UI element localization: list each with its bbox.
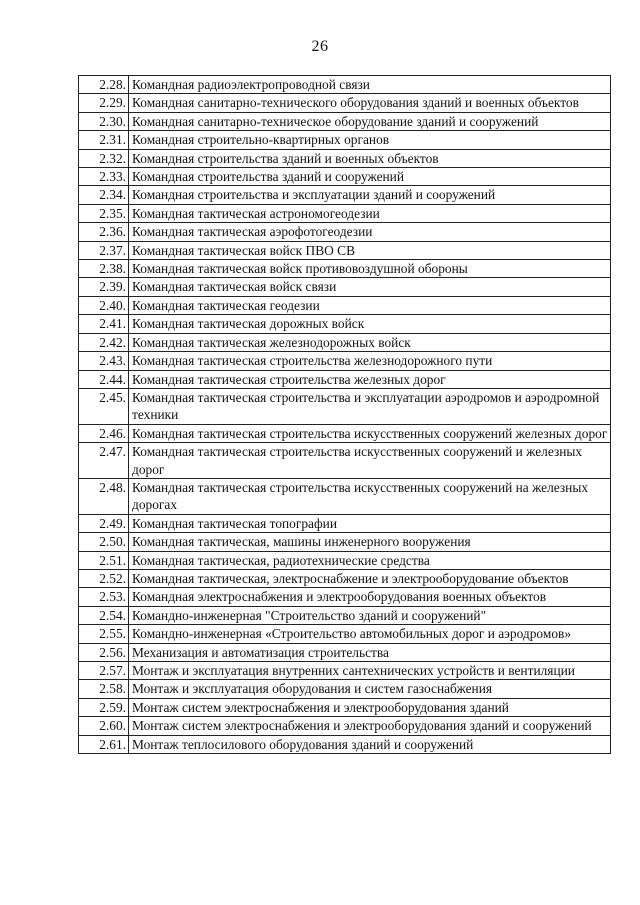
row-number: 2.31. — [79, 131, 129, 149]
row-number: 2.29. — [79, 94, 129, 112]
row-number: 2.50. — [79, 533, 129, 551]
row-number: 2.43. — [79, 352, 129, 370]
table-row — [79, 370, 611, 388]
row-number: 2.44. — [79, 370, 129, 388]
table-row — [79, 76, 611, 94]
row-number: 2.40. — [79, 296, 129, 314]
table-row — [79, 296, 611, 314]
row-number: 2.28. — [79, 76, 129, 94]
row-number: 2.57. — [79, 662, 129, 680]
row-number: 2.49. — [79, 514, 129, 532]
row-text: Командная санитарно-технического оборудования зданий и военных объектов — [129, 94, 611, 112]
table-row — [79, 112, 611, 130]
row-text: Командная электроснабжения и электрооборудования военных объектов — [129, 588, 611, 606]
table-row — [79, 315, 611, 333]
row-text: Монтаж систем электроснабжения и электрооборудования зданий — [129, 698, 611, 716]
row-number: 2.47. — [79, 443, 129, 479]
row-text: Монтаж и эксплуатация внутренних сантехнических устройств и вентиляции — [129, 662, 611, 680]
row-text: Командная тактическая строительства искусственных сооружений и железных дорог — [129, 443, 611, 479]
row-number: 2.35. — [79, 204, 129, 222]
table-row — [79, 698, 611, 716]
row-number: 2.54. — [79, 606, 129, 624]
table-row — [79, 241, 611, 259]
row-number: 2.38. — [79, 260, 129, 278]
row-number: 2.39. — [79, 278, 129, 296]
row-text: Командная тактическая войск противовоздушной обороны — [129, 260, 611, 278]
table-row — [79, 606, 611, 624]
row-number: 2.36. — [79, 223, 129, 241]
row-text: Командная тактическая строительства железных дорог — [129, 370, 611, 388]
row-text: Командная тактическая дорожных войск — [129, 315, 611, 333]
table-row — [79, 514, 611, 532]
row-text: Командная тактическая, электроснабжение и электрооборудование объектов — [129, 569, 611, 587]
table-row — [79, 478, 611, 514]
row-text: Командная строительства зданий и военных объектов — [129, 149, 611, 167]
row-text: Механизация и автоматизация строительства — [129, 643, 611, 661]
row-number: 2.41. — [79, 315, 129, 333]
row-text: Командная тактическая войск связи — [129, 278, 611, 296]
table-row — [79, 662, 611, 680]
table-row — [79, 588, 611, 606]
row-text: Командная тактическая железнодорожных войск — [129, 333, 611, 351]
row-number: 2.61. — [79, 735, 129, 753]
row-number: 2.59. — [79, 698, 129, 716]
specialty-table — [78, 75, 611, 754]
row-text: Командная тактическая топографии — [129, 514, 611, 532]
table-row — [79, 443, 611, 479]
table-row — [79, 388, 611, 424]
row-number: 2.45. — [79, 388, 129, 424]
table-row — [79, 149, 611, 167]
row-text: Командная тактическая геодезии — [129, 296, 611, 314]
row-number: 2.37. — [79, 241, 129, 259]
row-text: Командная строительно-квартирных органов — [129, 131, 611, 149]
row-text: Командная тактическая строительства и эксплуатации аэродромов и аэродромной техники — [129, 388, 611, 424]
table-row — [79, 569, 611, 587]
row-number: 2.32. — [79, 149, 129, 167]
row-text: Командная санитарно-техническое оборудование зданий и сооружений — [129, 112, 611, 130]
row-number: 2.58. — [79, 680, 129, 698]
row-number: 2.42. — [79, 333, 129, 351]
row-number: 2.51. — [79, 551, 129, 569]
row-text: Командная тактическая строительства искусственных сооружений железных дорог — [129, 424, 611, 442]
row-number: 2.30. — [79, 112, 129, 130]
table-row — [79, 533, 611, 551]
row-number: 2.34. — [79, 186, 129, 204]
row-text: Монтаж и эксплуатация оборудования и систем газоснабжения — [129, 680, 611, 698]
row-number: 2.56. — [79, 643, 129, 661]
table-row — [79, 278, 611, 296]
table-row — [79, 223, 611, 241]
table-row — [79, 717, 611, 735]
row-number: 2.48. — [79, 478, 129, 514]
table-row — [79, 186, 611, 204]
table-row — [79, 680, 611, 698]
table-row — [79, 643, 611, 661]
row-text: Командная тактическая строительства железнодорожного пути — [129, 352, 611, 370]
table-row — [79, 352, 611, 370]
row-text: Командная радиоэлектропроводной связи — [129, 76, 611, 94]
row-text: Командная тактическая, машины инженерного вооружения — [129, 533, 611, 551]
row-number: 2.55. — [79, 625, 129, 643]
row-number: 2.53. — [79, 588, 129, 606]
table-row — [79, 735, 611, 753]
table-row — [79, 260, 611, 278]
table-row — [79, 94, 611, 112]
row-number: 2.46. — [79, 424, 129, 442]
table-row — [79, 333, 611, 351]
row-text: Командная строительства и эксплуатации зданий и сооружений — [129, 186, 611, 204]
row-text: Командная тактическая войск ПВО СВ — [129, 241, 611, 259]
row-text: Командная тактическая строительства искусственных сооружений на железных дорогах — [129, 478, 611, 514]
table-row — [79, 168, 611, 186]
row-text: Командно-инженерная «Строительство автомобильных дорог и аэродромов» — [129, 625, 611, 643]
row-text: Командная тактическая астрономогеодезии — [129, 204, 611, 222]
row-number: 2.52. — [79, 569, 129, 587]
row-text: Командная строительства зданий и сооружений — [129, 168, 611, 186]
table-row — [79, 424, 611, 442]
table-row — [79, 131, 611, 149]
row-number: 2.60. — [79, 717, 129, 735]
table-row — [79, 551, 611, 569]
page-number: 26 — [311, 38, 329, 55]
table-row — [79, 204, 611, 222]
row-text: Командная тактическая аэрофотогеодезии — [129, 223, 611, 241]
row-text: Монтаж теплосилового оборудования зданий и сооружений — [129, 735, 611, 753]
table-row — [79, 625, 611, 643]
row-text: Монтаж систем электроснабжения и электрооборудования зданий и сооружений — [129, 717, 611, 735]
table-body — [79, 76, 611, 754]
row-text: Командная тактическая, радиотехнические средства — [129, 551, 611, 569]
row-text: Командно-инженерная "Строительство зданий и сооружений" — [129, 606, 611, 624]
row-number: 2.33. — [79, 168, 129, 186]
